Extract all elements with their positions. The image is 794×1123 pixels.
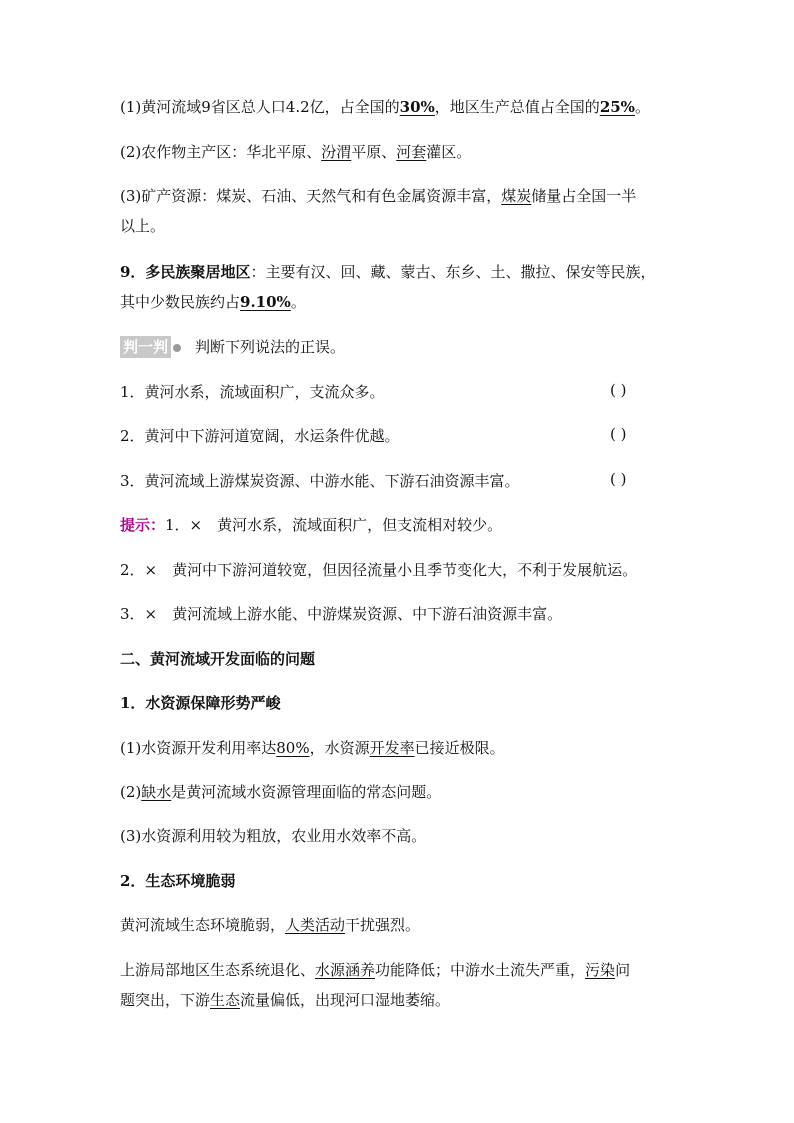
judge-header [120,336,345,358]
blank-answer: 煤炭 [501,187,532,205]
line-population [120,96,650,118]
text: (1)黄河流域9省区总人口4.2亿，占全国的 [120,98,400,116]
text: 黄河流域生态环境脆弱， [120,916,286,934]
hint-text: 1．× 黄河水系，流域面积广，但支流相对较少。 [165,516,503,534]
text: (1)水资源开发利用率达 [120,739,277,757]
eco-para-1 [120,914,420,936]
text: (2) [120,783,142,801]
blank-answer: 9.10% [240,293,291,311]
blank-answer: 河套 [396,143,427,161]
eco-heading: 2．生态环境脆弱 [120,872,236,890]
eco-para-2 [120,959,630,981]
text: 干扰强烈。 [345,916,421,934]
text: 流量偏低，出现河口湿地萎缩。 [240,991,451,1009]
text: ，地区生产总值占全国的 [434,98,600,116]
question-1: 1．黄河水系，流域面积广，支流众多。 [120,383,385,401]
blank-answer: 污染 [585,961,616,979]
text: ：主要有汉、回、藏、蒙古、东乡、土、撒拉、保安等民族， [250,263,656,281]
text: 。 [634,98,650,116]
answer-paren-2: ( ) [610,425,627,443]
question-2: 2．黄河中下游河道宽阔，水运条件优越。 [120,427,400,445]
hint-1 [120,514,502,536]
text: 其中少数民族约占 [120,293,241,311]
hint-2: 2．× 黄河中下游河道较宽，但因径流量小且季节变化大，不利于发展航运。 [120,561,638,579]
text: 储量占全国一半 [531,187,637,205]
text: 。 [290,293,306,311]
blank-answer: 人类活动 [285,916,346,934]
blank-answer: 生态 [210,991,241,1009]
judge-tag: 判一判 [120,336,171,358]
text: 上游局部地区生态系统退化、 [120,961,316,979]
text: (2)农作物主产区：华北平原、 [120,143,322,161]
item-heading: 9．多民族聚居地区 [120,263,251,281]
water-item-2 [120,781,441,803]
bullet-icon [173,344,181,352]
water-item-3: (3)水资源利用较为粗放，农业用水效率不高。 [120,827,427,845]
text: 已接近极限。 [414,739,505,757]
blank-answer: 80% [276,739,310,757]
line-minerals-cont: 以上。 [120,217,166,235]
blank-answer: 汾渭 [321,143,352,161]
text: (3)矿产资源：煤炭、石油、天然气和有色金属资源丰富， [120,187,502,205]
blank-answer: 开发率 [369,739,415,757]
blank-answer: 25% [599,98,635,116]
text: ，水资源 [309,739,370,757]
water-item-1 [120,737,505,759]
blank-answer: 缺水 [141,783,172,801]
text: 功能降低；中游水土流失严重， [375,961,586,979]
hint-label: 提示： [120,516,166,534]
text: 灌区。 [426,143,472,161]
line-ethnic-cont [120,291,306,313]
water-heading: 1．水资源保障形势严峻 [120,694,281,712]
eco-para-2-cont [120,989,450,1011]
line-minerals [120,185,636,207]
text: 平原、 [351,143,397,161]
text: 是黄河流域水资源管理面临的常态问题。 [171,783,442,801]
answer-paren-3: ( ) [610,470,627,488]
blank-answer: 水源涵养 [315,961,376,979]
judge-title: 判断下列说法的正误。 [195,338,346,356]
question-3: 3．黄河流域上游煤炭资源、中游水能、下游石油资源丰富。 [120,472,520,490]
hint-3: 3．× 黄河流域上游水能、中游煤炭资源、中下游石油资源丰富。 [120,605,563,623]
section-title: 二、黄河流域开发面临的问题 [120,650,316,668]
answer-paren-1: ( ) [610,381,627,399]
line-ethnic [120,261,655,283]
text: 题突出，下游 [120,991,211,1009]
text: 问 [615,961,631,979]
line-crops [120,141,471,163]
blank-answer: 30% [399,98,435,116]
